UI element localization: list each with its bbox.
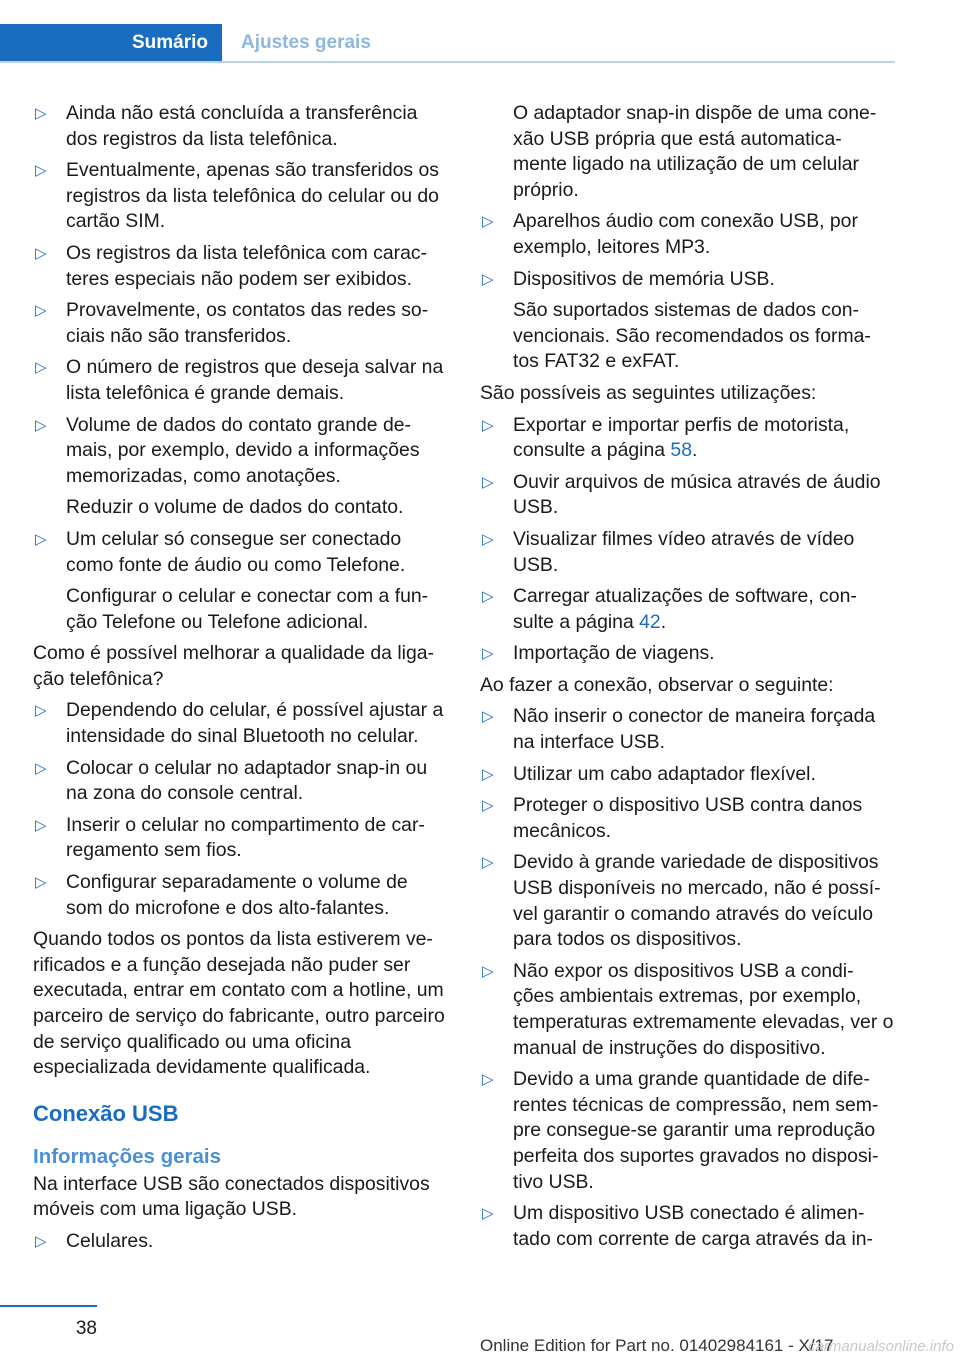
bullet-icon: ▷: [35, 530, 47, 548]
list-item: [480, 1201, 894, 1252]
list-item: [480, 527, 894, 578]
page-link-58[interactable]: 58: [670, 439, 692, 462]
bullet-icon: ▷: [35, 1232, 47, 1250]
list-item: [33, 101, 447, 152]
list-item-text: Não expor os dispositivos USB a condi‐ções ambientais extremas, por exemplo, temperaturas extremamente elevadas, ver o manual de instruções do dispositivo.: [513, 959, 894, 1059]
list-item: [33, 355, 447, 406]
list-item-text: Ainda não está concluída a transferência dos registros da lista telefônica.: [66, 102, 418, 150]
list-item-text: Visualizar filmes vídeo através de vídeo USB.: [513, 527, 855, 576]
list-item: [480, 1067, 894, 1195]
bullet-icon: ▷: [482, 270, 494, 288]
bullet-icon: ▷: [35, 302, 47, 320]
bullet-icon: ▷: [482, 854, 494, 872]
list-item: [480, 470, 894, 521]
watermark: carmanualsonline.info: [808, 1338, 954, 1355]
list-item-note: Configurar o celular e conectar com a fun‐ção Telefone ou Telefone adicional.: [66, 585, 429, 633]
uses-intro-paragraph: São possíveis as seguintes utilizações:: [480, 381, 817, 404]
bullet-icon: ▷: [482, 473, 494, 491]
list-item-text: Eventualmente, apenas são transferidos os registros da lista telefônica do celular ou do cartão SIM.: [66, 159, 439, 233]
list-item: ▷ Carregar atualizações de software, con‐sulte a página 42.: [482, 585, 857, 633]
header-rule: [0, 61, 895, 63]
list-item-text: Carregar atualizações de software, con‐sulte a página: [513, 585, 857, 633]
footer-rule: [0, 1305, 97, 1307]
bullet-icon: ▷: [482, 1071, 494, 1089]
list-item: [33, 527, 447, 635]
list-item-text: Celulares.: [66, 1229, 154, 1252]
right-column: [480, 101, 894, 1258]
list-item: [33, 813, 447, 864]
list-item: [480, 793, 894, 844]
list-item-text: Colocar o celular no adaptador snap-in ou na zona do console central.: [66, 756, 428, 805]
tab-sumario[interactable]: Sumário: [0, 24, 222, 62]
list-item: [33, 698, 447, 749]
bullet-icon: ▷: [35, 874, 47, 892]
bullet-icon: ▷: [35, 105, 47, 122]
subsection-heading: Informações gerais: [33, 1144, 221, 1168]
continued-paragraph: O adaptador snap-in dispõe de uma cone‐xão USB própria que está automatica‐mente ligado na utilização de um celular próprio.: [513, 102, 877, 201]
list-item: [33, 870, 447, 921]
bullet-icon: ▷: [482, 765, 494, 783]
bullet-icon: ▷: [482, 1205, 494, 1223]
list-item: [33, 756, 447, 807]
list-item-text: O número de registros que deseja salvar na lista telefônica é grande demais.: [66, 356, 444, 404]
list-item-note: Reduzir o volume de dados do contato.: [66, 496, 404, 519]
bullet-icon: ▷: [35, 759, 47, 777]
list-item: [33, 158, 447, 235]
hotline-paragraph: Quando todos os pontos da lista estiverem ve‐rificados e a função desejada não puder ser executada, entrar em contato com a hotline, um parceiro de serviço do fabricante, outro parceiro de serviço qualificado ou uma oficina especializada devidamente qualificada.: [33, 928, 445, 1079]
list-item-text: Proteger o dispositivo USB contra danos mecânicos.: [513, 794, 863, 842]
question-paragraph: Como é possível melhorar a qualidade da liga‐ção telefônica?: [33, 642, 434, 690]
list-item-text: Não inserir o conector de maneira forçada na interface USB.: [513, 705, 876, 754]
list-item: [480, 641, 894, 667]
bullet-icon: ▷: [482, 797, 494, 815]
bullet-icon: ▷: [35, 702, 47, 720]
list-item: [33, 1229, 447, 1255]
list-item: [480, 704, 894, 755]
list-item-text: Dispositivos de memória USB.: [513, 267, 775, 290]
list-item: [33, 241, 447, 292]
list-item-text: Aparelhos áudio com conexão USB, por exemplo, leitores MP3.: [513, 210, 858, 258]
left-column: [33, 101, 447, 1261]
list-item-text: Utilizar um cabo adaptador flexível.: [513, 762, 816, 785]
bullet-icon: ▷: [482, 213, 494, 231]
bullet-icon: ▷: [35, 359, 47, 377]
edition-text: Online Edition for Part no. 01402984161 - X/17: [480, 1336, 834, 1355]
bullet-icon: ▷: [35, 816, 47, 834]
bullet-icon: ▷: [482, 588, 494, 606]
page-number: 38: [75, 1318, 97, 1339]
bullet-icon: ▷: [35, 162, 47, 180]
list-item: [480, 209, 894, 260]
bullet-icon: ▷: [35, 244, 47, 262]
list-item-text: Devido à grande variedade de dispositivos USB disponíveis no mercado, não é possí‐vel garantir o comando através do veículo para todos os dispositivos.: [513, 851, 881, 951]
list-item: [480, 959, 894, 1061]
list-item-text: Importação de viagens.: [513, 642, 715, 665]
list-item: [480, 267, 894, 375]
tab-ajustes-gerais[interactable]: Ajustes gerais: [241, 32, 371, 53]
page-link-42[interactable]: 42: [639, 610, 661, 633]
list-item: [33, 298, 447, 349]
list-item-text: Devido a uma grande quantidade de dife‐rentes técnicas de compressão, nem sem‐pre consegue-se garantir uma reprodução perfeita dos suportes gravados no disposi‐tivo USB.: [513, 1068, 879, 1193]
bullet-icon: ▷: [482, 962, 494, 980]
list-item-note: São suportados sistemas de dados con‐vencionais. São recomendados os forma‐tos FAT32 e exFAT.: [513, 299, 871, 373]
bullet-icon: ▷: [482, 416, 494, 434]
list-item-text: Um dispositivo USB conectado é alimen‐tado com corrente de carga através da in‐: [513, 1202, 873, 1250]
list-item-text: Ouvir arquivos de música através de áudio USB.: [513, 470, 881, 519]
list-item-text: Volume de dados do contato grande de‐mais, por exemplo, devido a informações memorizadas, como anotações.: [66, 413, 420, 487]
section-heading: Conexão USB: [33, 1100, 179, 1126]
list-item: [480, 850, 894, 952]
list-item: [33, 413, 447, 521]
list-item-text: Os registros da lista telefônica com carac‐teres especiais não podem ser exibidos.: [66, 241, 428, 290]
bullet-icon: ▷: [482, 530, 494, 548]
usb-intro-paragraph: Na interface USB são conectados dispositivos móveis com uma ligação USB.: [33, 1172, 430, 1221]
bullet-icon: ▷: [35, 416, 47, 434]
list-item-text: Um celular só consegue ser conectado como fonte de áudio ou como Telefone.: [66, 527, 406, 576]
list-item-text: Inserir o celular no compartimento de car‐regamento sem fios.: [66, 813, 425, 862]
list-item-text: Dependendo do celular, é possível ajustar a intensidade do sinal Bluetooth no celular.: [66, 699, 444, 748]
list-item-text: Exportar e importar perfis de motorista, consulte a página: [513, 413, 850, 462]
list-item-text: Provavelmente, os contatos das redes so‐ciais não são transferidos.: [66, 299, 429, 347]
list-item-text: Configurar separadamente o volume de som do microfone e dos alto-falantes.: [66, 871, 408, 919]
list-item: [480, 762, 894, 788]
page-header: [0, 24, 895, 62]
bullet-icon: ▷: [482, 645, 494, 663]
connect-intro-paragraph: Ao fazer a conexão, observar o seguinte:: [480, 673, 834, 696]
list-item: ▷ Exportar e importar perfis de motorista, consulte a página 58.: [482, 413, 850, 462]
bullet-icon: ▷: [482, 708, 494, 726]
